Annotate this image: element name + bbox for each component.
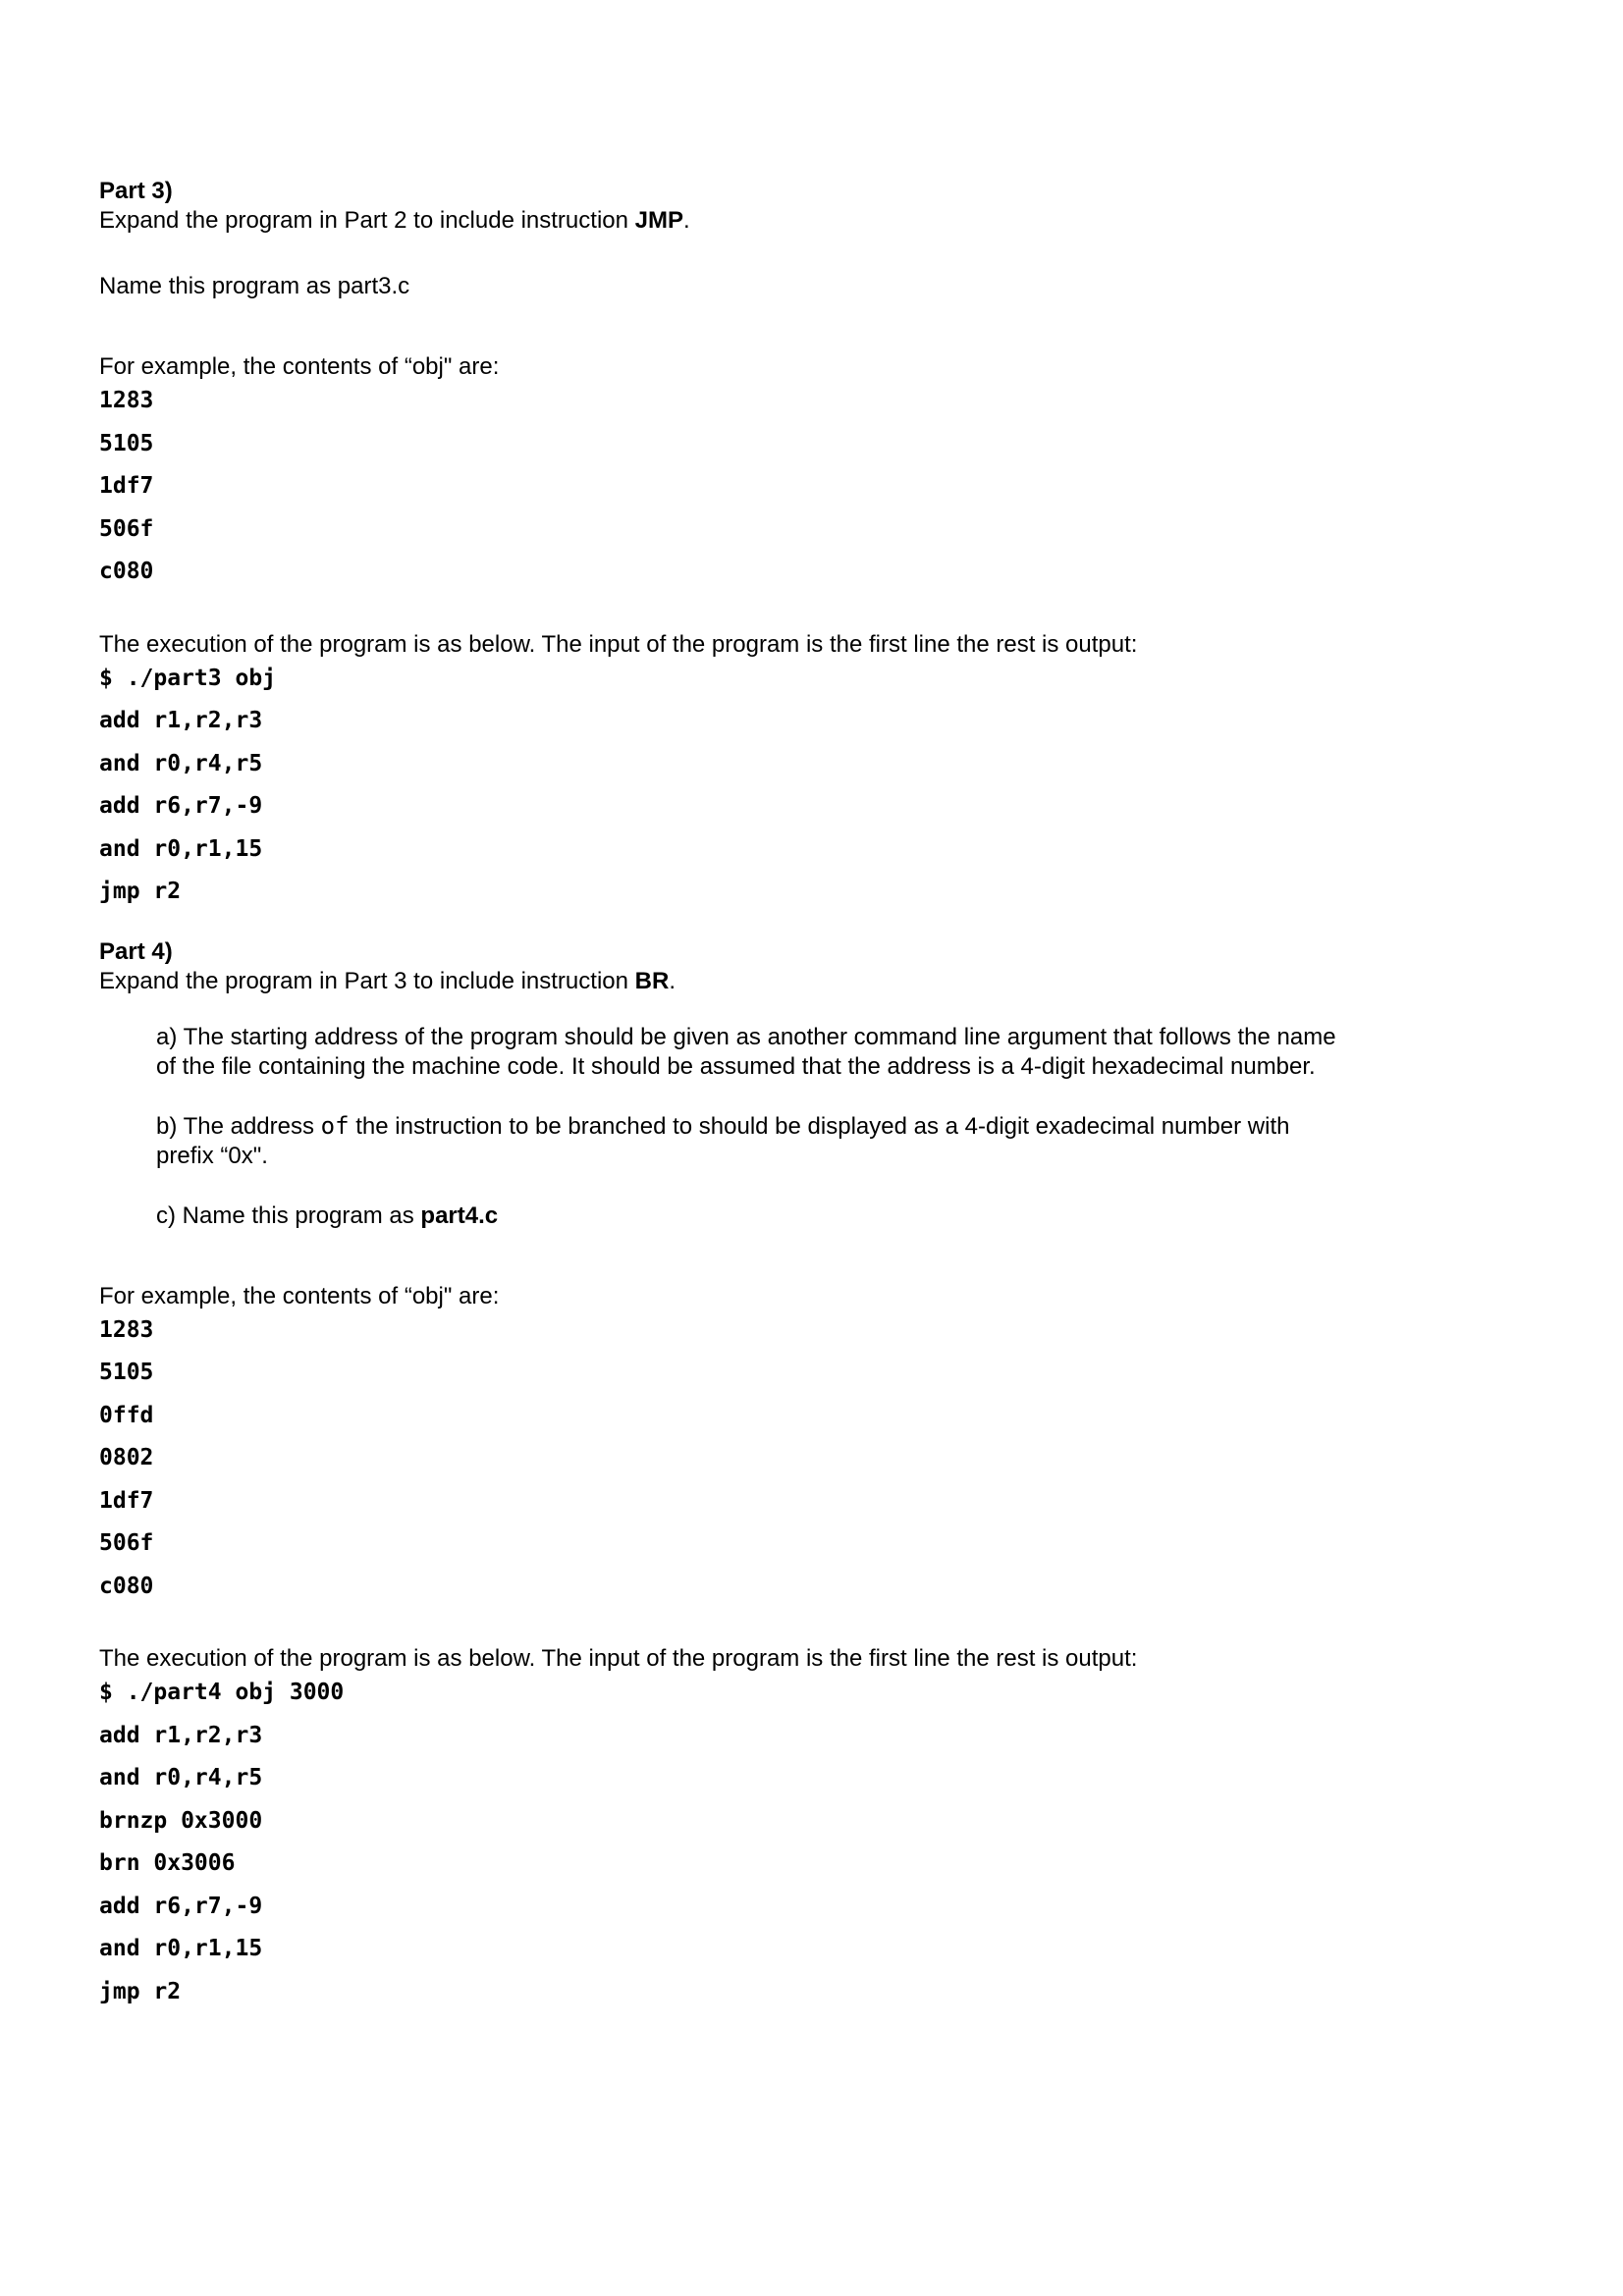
part4-heading: Part 4) xyxy=(99,937,173,965)
code-line: brnzp 0x3000 xyxy=(99,1807,263,1834)
part3-heading: Part 3) xyxy=(99,178,173,204)
part3-instruction-jmp: JMP xyxy=(634,207,683,234)
code-line: jmp r2 xyxy=(99,1978,182,2004)
code-line: 0ffd xyxy=(99,1402,154,1428)
part4-intro-text: Expand the program in Part 3 to include instruction xyxy=(99,967,635,994)
requirement-c-text: c) Name this program as xyxy=(156,1201,421,1229)
part4-obj-listing xyxy=(99,1309,1533,1609)
code-line: 506f xyxy=(99,515,154,542)
part3-intro-period: . xyxy=(683,207,690,234)
code-line: and r0,r4,r5 xyxy=(99,1765,263,1790)
requirement-a-line1: a) The starting address of the program should be given as another command line argument that follows the name xyxy=(156,1023,1336,1050)
code-line: add r6,r7,-9 xyxy=(99,793,263,819)
command-line: $ ./part3 obj xyxy=(99,665,277,691)
part4-requirements xyxy=(99,1023,1533,1231)
part4-instruction-br: BR xyxy=(634,967,670,994)
code-line: and r0,r4,r5 xyxy=(99,750,263,776)
part4-intro xyxy=(99,967,1533,996)
part4-execution-intro: The execution of the program is as below. The input of the program is the first line the rest is output: xyxy=(99,1645,1138,1672)
requirement-b-line2: prefix “0x". xyxy=(156,1142,268,1169)
requirement-a xyxy=(156,1023,1533,1082)
code-line: jmp r2 xyxy=(99,879,182,904)
code-line: and r0,r1,15 xyxy=(99,835,263,862)
code-line: brn 0x3006 xyxy=(99,1850,236,1876)
requirement-b-text: b) The address xyxy=(156,1112,321,1140)
part3-name-line: Name this program as part3.c xyxy=(99,273,410,299)
part3-intro xyxy=(99,206,1533,236)
requirement-b-of: of xyxy=(320,1111,350,1140)
part3-section xyxy=(99,177,1533,914)
document-page xyxy=(99,177,1533,2013)
code-line: add r1,r2,r3 xyxy=(99,708,263,733)
part3-execution-intro: The execution of the program is as below. The input of the program is the first line the rest is output: xyxy=(99,630,1138,658)
part4-output-listing xyxy=(99,1672,1533,2013)
code-line: c080 xyxy=(99,1573,154,1599)
part4-section xyxy=(99,937,1533,2014)
code-line: 1283 xyxy=(99,388,154,413)
part4-intro-period: . xyxy=(669,967,676,994)
code-line: 5105 xyxy=(99,430,154,456)
requirement-a-line2: of the file containing the machine code. It should be assumed that the address is a 4-digit hexadecimal number. xyxy=(156,1052,1316,1080)
code-line: add r1,r2,r3 xyxy=(99,1722,263,1748)
command-line: $ ./part4 obj 3000 xyxy=(99,1680,345,1705)
requirement-c xyxy=(156,1201,1533,1231)
code-line: 1df7 xyxy=(99,473,154,499)
requirement-b xyxy=(156,1111,1533,1171)
part3-example-intro: For example, the contents of “obj" are: xyxy=(99,353,500,380)
code-line: c080 xyxy=(99,559,154,584)
requirement-c-filename: part4.c xyxy=(420,1201,499,1229)
code-line: 0802 xyxy=(99,1445,154,1470)
part3-output-listing xyxy=(99,658,1533,914)
code-line: and r0,r1,15 xyxy=(99,1936,263,1961)
part4-example-intro: For example, the contents of “obj" are: xyxy=(99,1282,500,1309)
requirement-b-text-rest: the instruction to be branched to should be displayed as a 4-digit exadecimal number with xyxy=(349,1112,1290,1140)
part3-intro-text: Expand the program in Part 2 to include instruction xyxy=(99,207,635,234)
code-line: 1283 xyxy=(99,1316,154,1343)
code-line: add r6,r7,-9 xyxy=(99,1893,263,1919)
part3-obj-listing xyxy=(99,380,1533,594)
code-line: 506f xyxy=(99,1530,154,1556)
code-line: 1df7 xyxy=(99,1487,154,1514)
code-line: 5105 xyxy=(99,1360,154,1385)
